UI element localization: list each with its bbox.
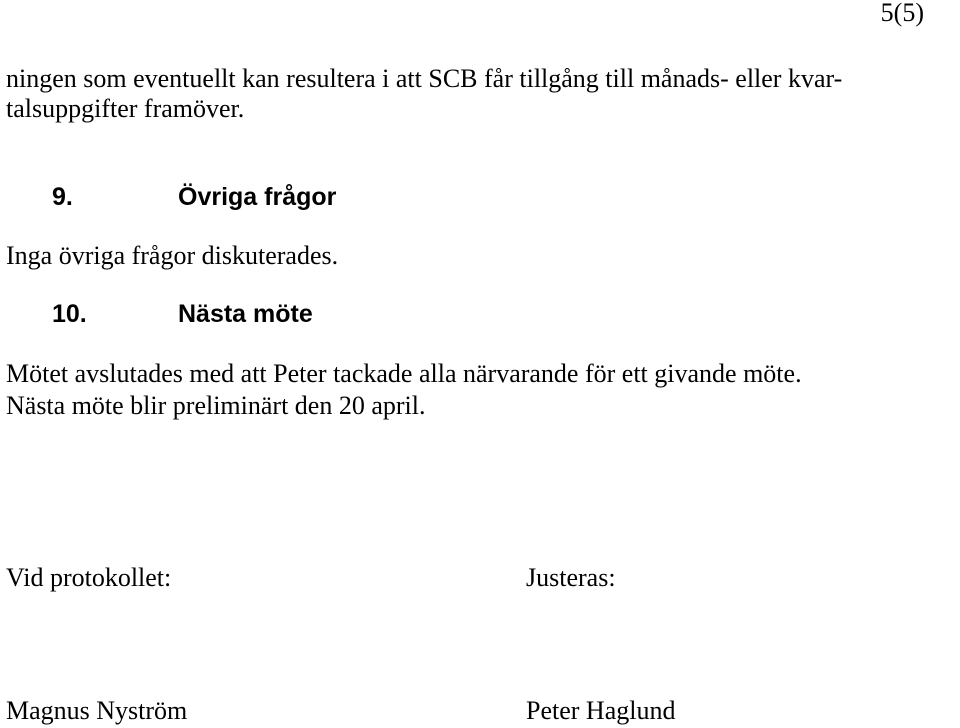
signature-right-name: Peter Haglund xyxy=(526,696,676,725)
section-9-heading: Övriga frågor xyxy=(178,183,337,211)
section-9-body: Inga övriga frågor diskuterades. xyxy=(6,241,339,270)
signature-right-label: Justeras: xyxy=(526,563,616,592)
section-10-heading: Nästa möte xyxy=(178,300,313,328)
page-number: 5(5) xyxy=(880,0,924,27)
section-10-body-line-1: Mötet avslutades med att Peter tackade alla närvarande för ett givande möte. xyxy=(6,359,802,388)
intro-line-2: talsuppgifter framöver. xyxy=(6,94,245,123)
section-10-body-line-2: Nästa möte blir preliminärt den 20 april. xyxy=(6,391,426,420)
signature-left-label: Vid protokollet: xyxy=(6,563,172,592)
intro-line-1: ningen som eventuellt kan resultera i att SCB får tillgång till månads- eller kvar- xyxy=(6,64,843,93)
section-10-number: 10. xyxy=(52,300,87,328)
signature-left-name: Magnus Nyström xyxy=(6,696,188,725)
section-9-number: 9. xyxy=(52,183,73,211)
